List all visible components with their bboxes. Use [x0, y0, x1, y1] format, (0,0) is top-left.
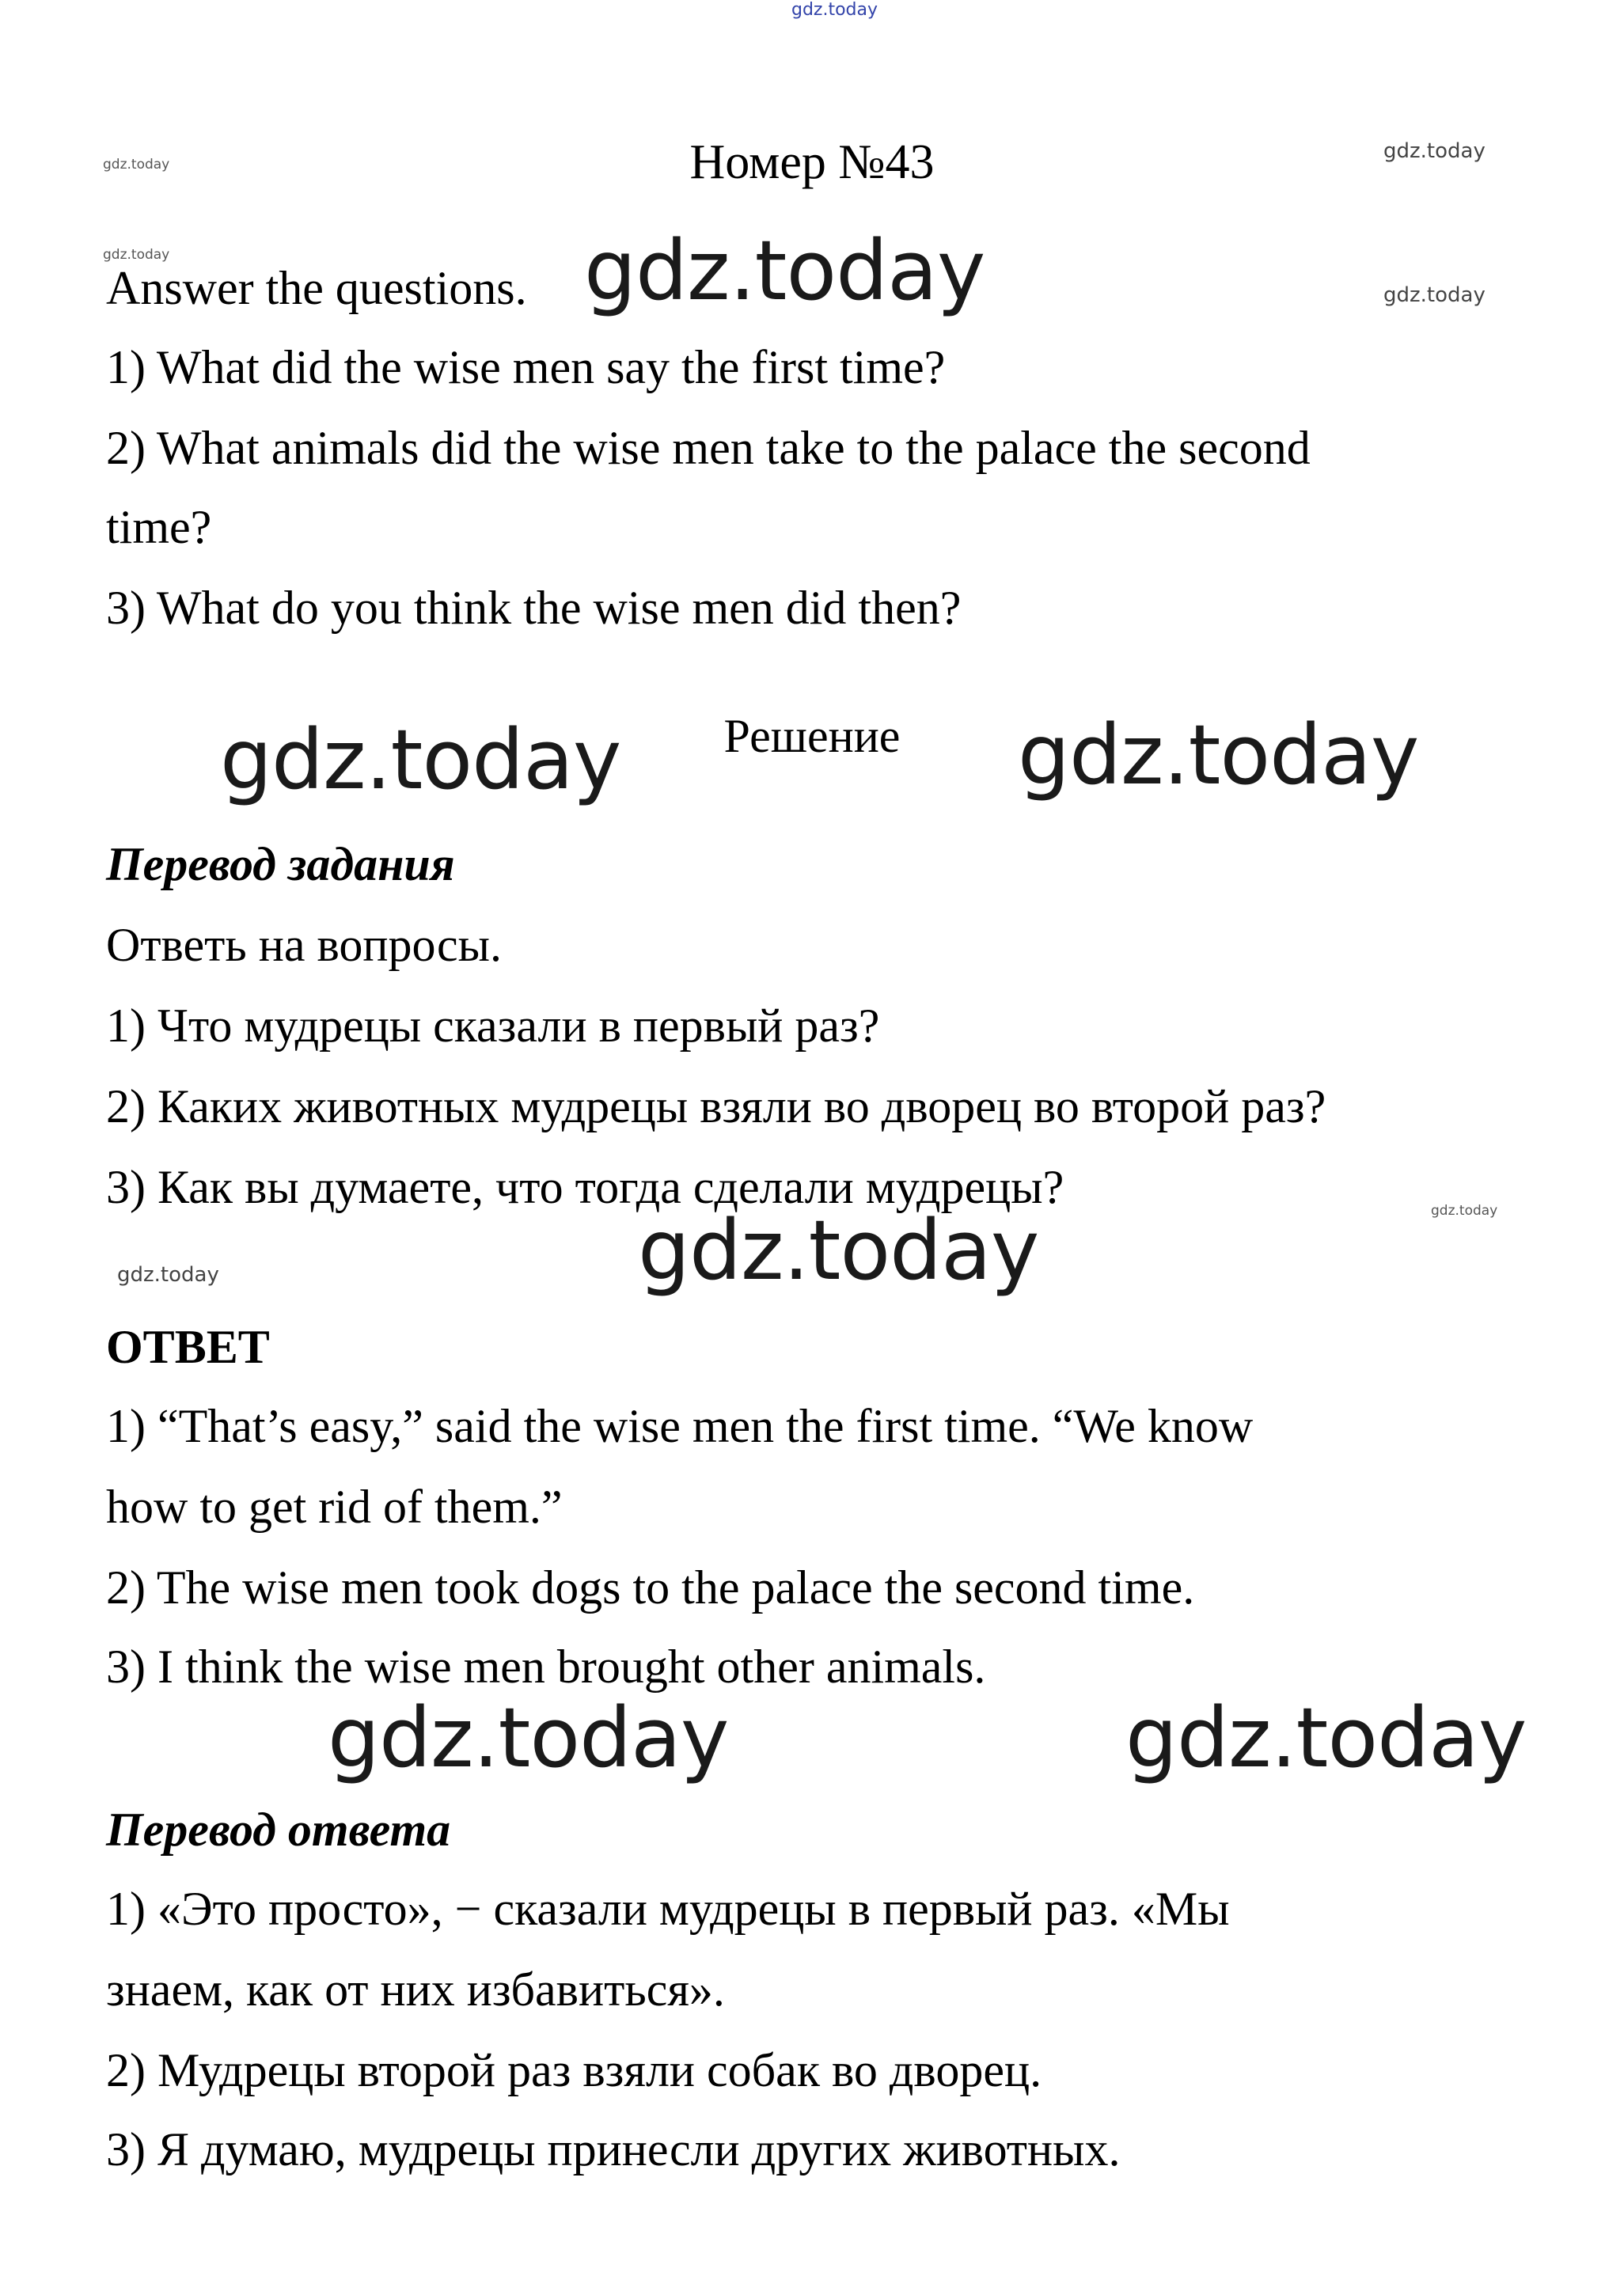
watermark-small: gdz.today [117, 1263, 219, 1287]
task-translation-heading: Перевод задания [106, 838, 455, 890]
task-translation-question-1: 1) Что мудрецы сказали в первый раз? [106, 1000, 880, 1052]
answer-translation-heading: Перевод ответа [106, 1804, 451, 1856]
answer-1: 1) “That’s easy,” said the wise men the first time. “We know [106, 1400, 1254, 1452]
watermark-small: gdz.today [1383, 139, 1486, 163]
watermark-small: gdz.today [1383, 283, 1486, 307]
task-question-3: 3) What do you think the wise men did then? [106, 582, 962, 634]
task-translation-question-2: 2) Каких животных мудрецы взяли во дворец во второй раз? [106, 1080, 1326, 1132]
answer-2: 2) The wise men took dogs to the palace the second time. [106, 1561, 1195, 1614]
answer-translation-3: 3) Я думаю, мудрецы принесли других животных. [106, 2123, 1121, 2175]
watermark-large: gdz.today [328, 1690, 729, 1786]
watermark-large: gdz.today [1018, 707, 1419, 803]
watermark-large: gdz.today [1125, 1690, 1527, 1786]
watermark-small: gdz.today [103, 247, 170, 263]
task-translation-question-3: 3) Как вы думаете, что тогда сделали мудрецы? [106, 1161, 1064, 1213]
task-question-1: 1) What did the wise men say the first time? [106, 341, 946, 393]
answer-translation-1-continued: знаем, как от них избавиться». [106, 1963, 725, 2016]
solution-heading: Решение [723, 710, 901, 762]
task-intro: Answer the questions. [106, 262, 527, 314]
watermark-small: gdz.today [103, 157, 170, 173]
watermark-large: gdz.today [220, 711, 621, 808]
task-question-2: 2) What animals did the wise men take to the palace the second [106, 422, 1311, 474]
answer-3: 3) I think the wise men brought other animals. [106, 1641, 986, 1693]
task-translation-intro: Ответь на вопросы. [106, 919, 502, 971]
answer-translation-2: 2) Мудрецы второй раз взяли собак во дворец. [106, 2044, 1042, 2096]
answer-1-continued: how to get rid of them.” [106, 1481, 563, 1533]
task-question-2-continued: time? [106, 501, 212, 553]
watermark-top: gdz.today [791, 0, 878, 20]
watermark-small: gdz.today [1431, 1203, 1498, 1219]
watermark-large: gdz.today [584, 222, 985, 319]
answer-heading: ОТВЕТ [106, 1321, 270, 1373]
page-title: Номер №43 [689, 135, 935, 189]
answer-translation-1: 1) «Это просто», − сказали мудрецы в первый раз. «Мы [106, 1883, 1230, 1935]
watermark-large: gdz.today [638, 1202, 1039, 1299]
